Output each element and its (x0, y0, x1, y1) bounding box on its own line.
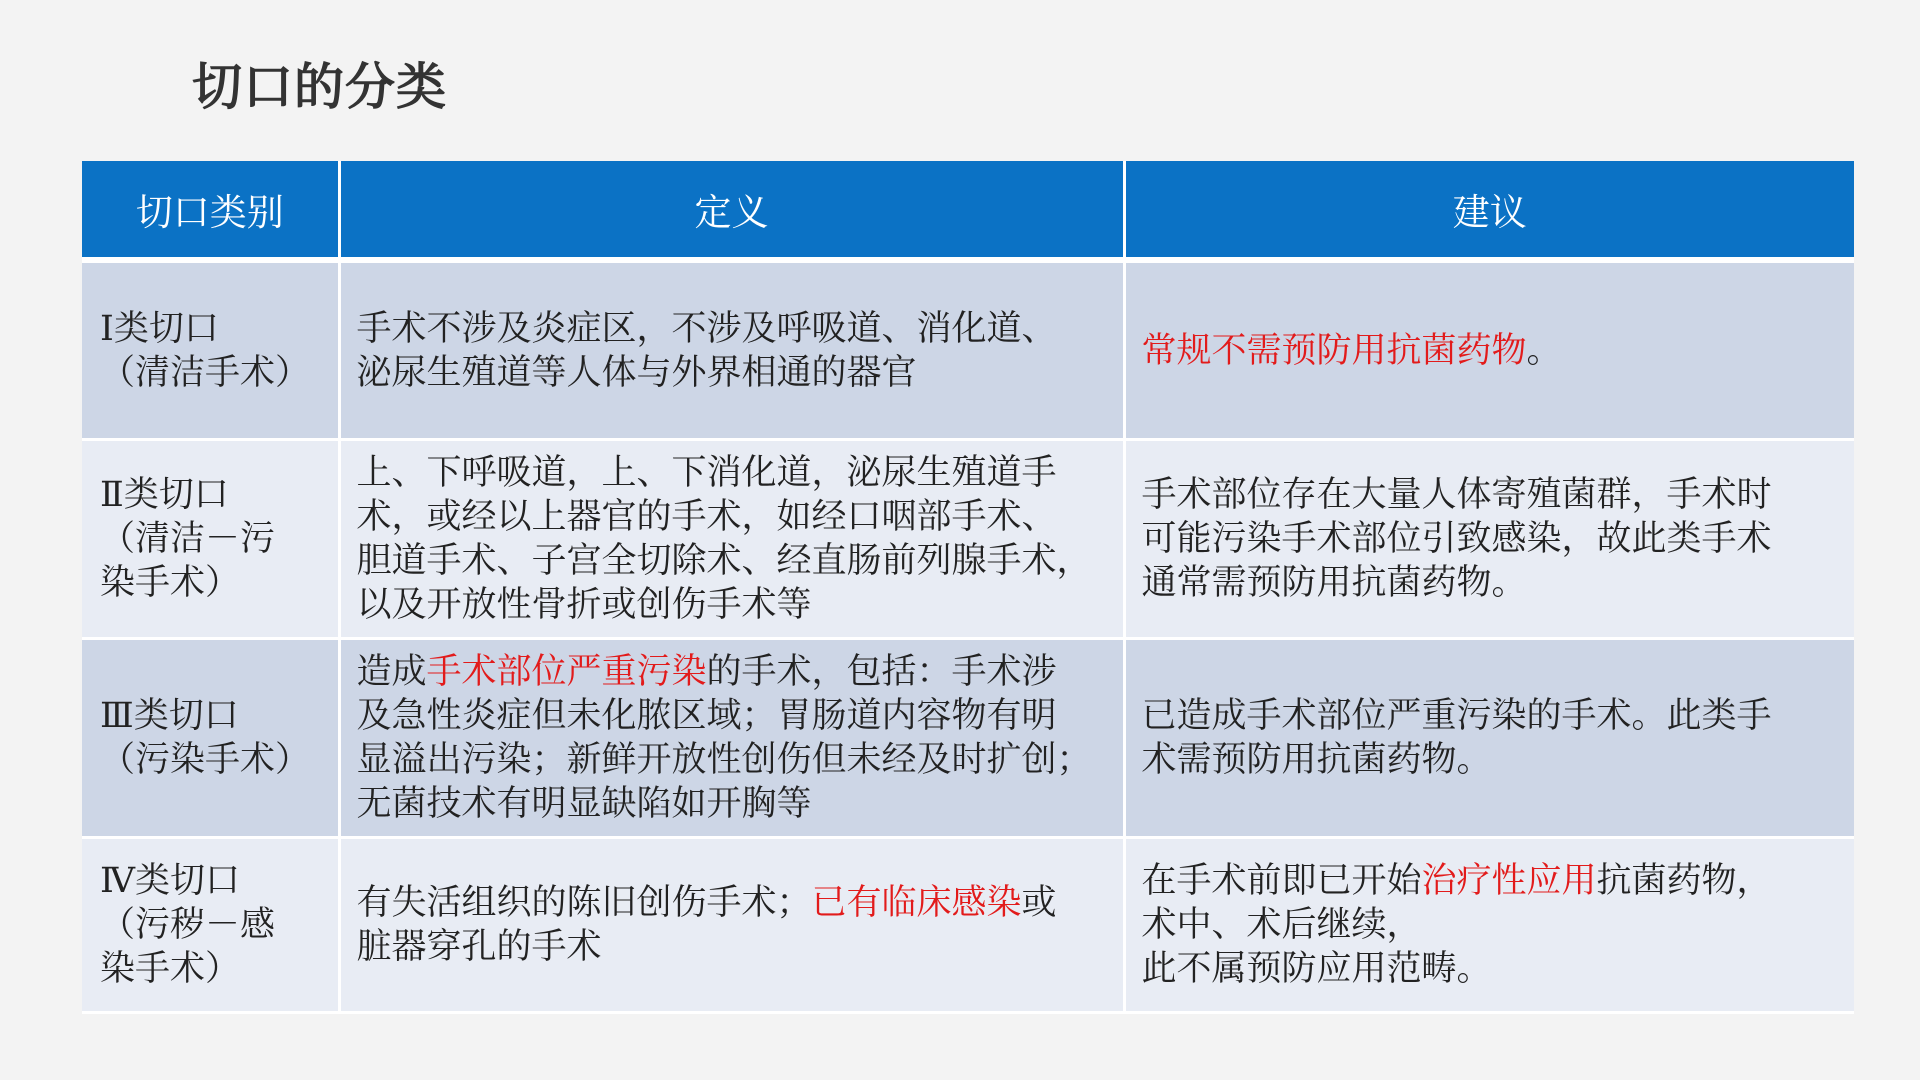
definition-cell (339, 639, 1124, 838)
table-row (82, 440, 1854, 639)
header-advice: 建议 (1124, 161, 1854, 260)
advice-line: 术需预防用抗菌药物。 (1141, 740, 1492, 780)
advice-line (1142, 859, 1845, 903)
table-row (82, 639, 1854, 838)
definition-pre: 造成 (356, 652, 427, 692)
advice-pre: 在手术前即已开始 (1141, 861, 1422, 901)
classification-table-container (82, 161, 1854, 1014)
definition-line: 及急性炎症但未化脓区域；胃肠道内容物有明 (356, 696, 1057, 736)
advice-line: 术中、术后继续， (1141, 905, 1422, 945)
definition-line: 显溢出污染；新鲜开放性创伤但未经及时扩创； (356, 740, 1092, 780)
advice-tail: 。 (1526, 330, 1562, 371)
advice-cell (1124, 639, 1854, 838)
definition-cell (339, 440, 1124, 639)
definition-cell (339, 260, 1124, 440)
advice-line (1142, 329, 1845, 373)
definition-line: 术，或经以上器官的手术，如经口咽部手术、 (356, 497, 1057, 537)
category-line: Ⅲ类切口 (100, 696, 239, 736)
definition-highlight: 已有临床感染 (811, 883, 1022, 923)
advice-line: 已造成手术部位严重污染的手术。此类手 (1141, 696, 1772, 736)
incision-classification-table (82, 161, 1854, 1014)
category-cell (82, 639, 339, 838)
category-line: 染手术） (100, 563, 241, 603)
category-line: Ⅳ类切口 (100, 861, 240, 901)
definition-post: 的手术，包括：手术涉 (706, 652, 1057, 692)
definition-post: 或 (1021, 883, 1057, 923)
category-line: Ⅰ类切口 (100, 308, 219, 349)
category-line: （污染手术） (100, 740, 311, 780)
definition-line (357, 650, 1117, 694)
category-line: Ⅱ类切口 (100, 475, 229, 515)
category-line: （清洁手术） (100, 352, 311, 393)
definition-cell (339, 838, 1124, 1013)
header-category: 切口类别 (82, 161, 339, 260)
table-row (82, 838, 1854, 1013)
definition-line: 手术不涉及炎症区，不涉及呼吸道、消化道、 (356, 308, 1057, 349)
advice-line: 此不属预防应用范畴。 (1141, 949, 1492, 989)
advice-cell (1124, 440, 1854, 639)
category-cell (82, 440, 339, 639)
definition-line: 胆道手术、子宫全切除术、经直肠前列腺手术， (356, 541, 1092, 581)
advice-highlight: 治疗性应用 (1421, 861, 1597, 901)
advice-line: 可能污染手术部位引致感染，故此类手术 (1141, 519, 1772, 559)
category-line: （污秽－感 (100, 905, 276, 945)
advice-cell (1124, 260, 1854, 440)
definition-line: 以及开放性骨折或创伤手术等 (356, 585, 812, 625)
category-cell (82, 260, 339, 440)
definition-line: 上、下呼吸道，上、下消化道，泌尿生殖道手 (356, 453, 1057, 493)
advice-line: 手术部位存在大量人体寄殖菌群，手术时 (1141, 475, 1772, 515)
category-line: （清洁－污 (100, 519, 276, 559)
table-row (82, 260, 1854, 440)
definition-line: 泌尿生殖道等人体与外界相通的器官 (356, 352, 917, 393)
header-definition: 定义 (339, 161, 1124, 260)
page-title: 切口的分类 (192, 58, 447, 116)
advice-highlight: 常规不需预防用抗菌药物 (1141, 330, 1527, 371)
advice-post: 抗菌药物， (1596, 861, 1772, 901)
table-header-row (82, 161, 1854, 260)
definition-highlight: 手术部位严重污染 (426, 652, 707, 692)
definition-pre: 有失活组织的陈旧创伤手术； (356, 883, 812, 923)
definition-line (357, 881, 1117, 925)
category-cell (82, 838, 339, 1013)
advice-line: 通常需预防用抗菌药物。 (1141, 563, 1527, 603)
definition-line: 脏器穿孔的手术 (356, 927, 602, 967)
advice-cell (1124, 838, 1854, 1013)
category-line: 染手术） (100, 949, 241, 989)
definition-line: 无菌技术有明显缺陷如开胸等 (356, 784, 812, 824)
